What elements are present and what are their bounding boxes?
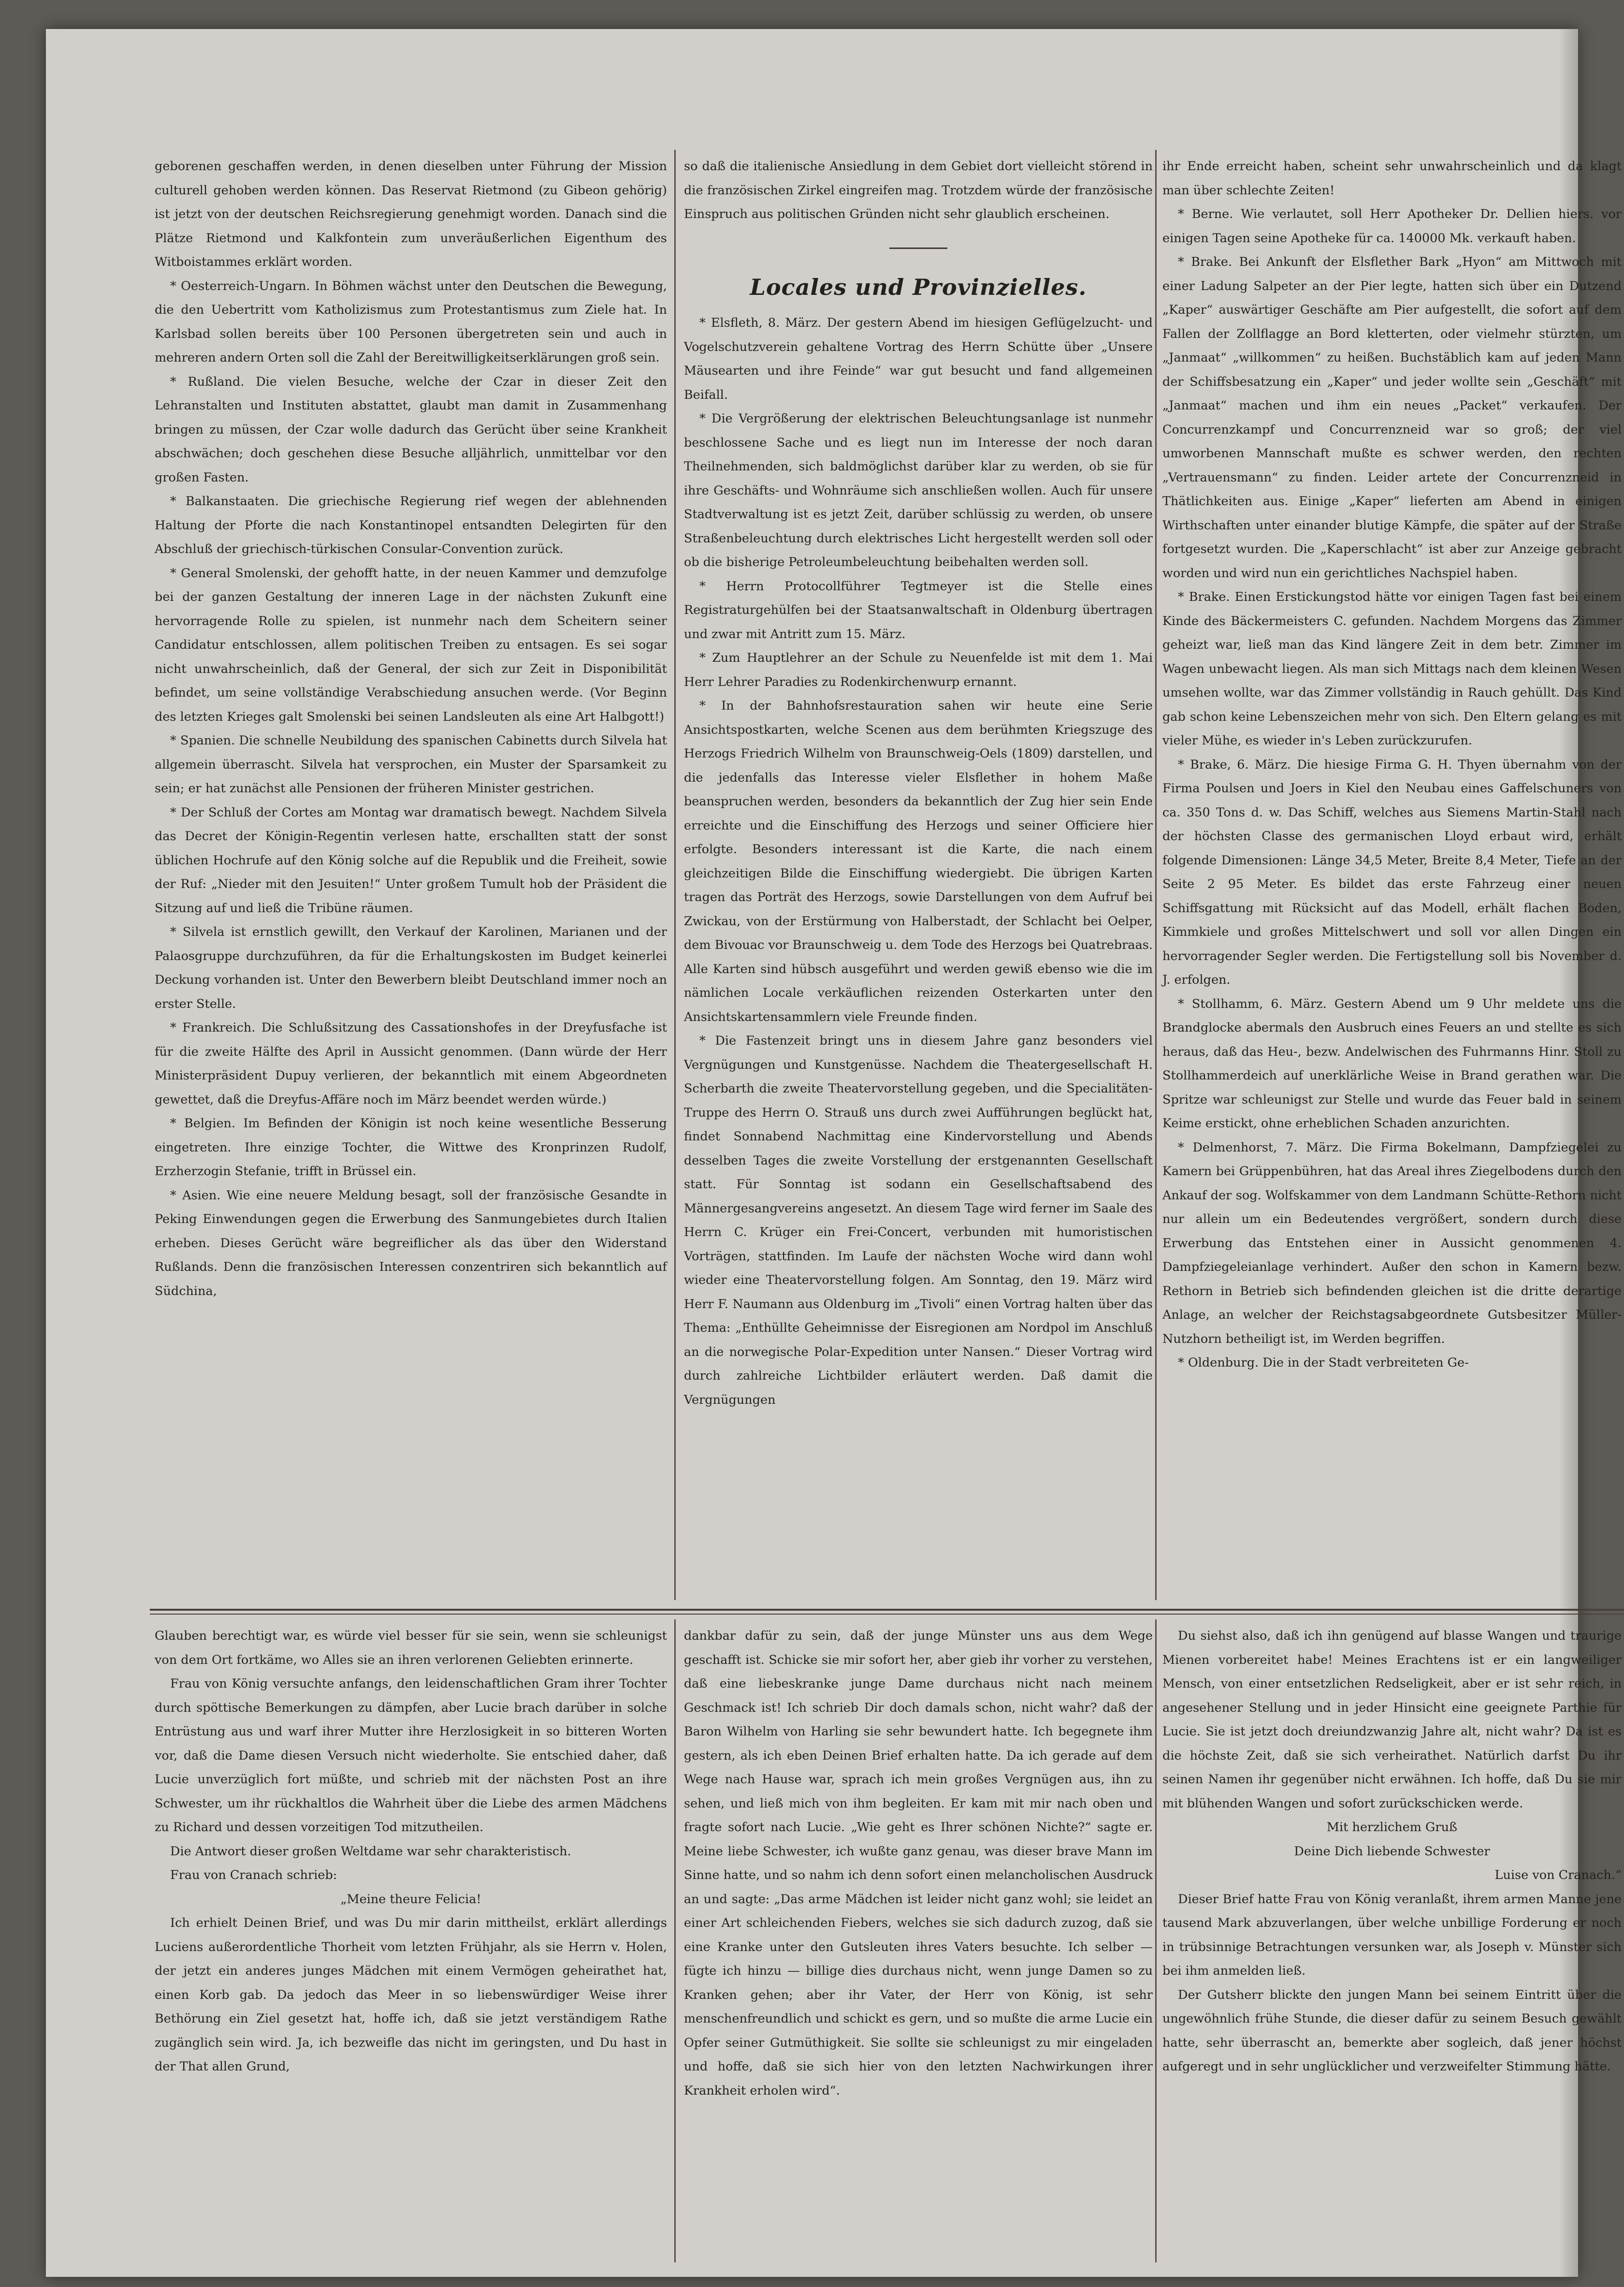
local-item-berne: * Berne. Wie verlautet, soll Herr Apotheker Dr. Dellien hiers. vor einigen Tagen seine Apotheke für ca. 140000 Mk. verkauft haben.	[1162, 207, 1622, 246]
news-item-balkan: * Balkanstaaten. Die griechische Regierung rief wegen der ablehnenden Haltung der Pforte die nach Konstantinopel entsandten Delegirten für den Abschluß der griechisch-türkischen Consular-Convention zurück.	[155, 494, 667, 556]
news-item-cortes: * Der Schluß der Cortes am Montag war dramatisch bewegt. Nachdem Silvela das Decret der Königin-Regentin verlesen hatte, erschallten statt der sonst üblichen Hochrufe auf den König solche auf die Republik und die Freiheit, sowie der Ruf: „Nieder mit den Jesuiten!“ Unter großem Tumult hob der Präsident die Sitzung auf und ließ die Tribüne räumen.	[155, 805, 667, 916]
novel-paragraph: Dieser Brief hatte Frau von König veranlaßt, ihrem armen Manne jene tausend Mark abzuverlangen, über welche unbillige Forderung er noch in trübsinnige Betrachtungen versunken war, als Joseph v. Münster sich bei ihm anmelden ließ.	[1162, 1892, 1622, 1978]
local-item-delmenhorst: * Delmenhorst, 7. März. Die Firma Bokelmann, Dampfziegelei zu Kamern bei Grüppenbühren, hat das Areal ihres Ziegelbodens durch den Ankauf der sog. Wolfskammer von dem Landmann Schütte-Rethorn nicht nur allein um ein Bedeutendes vergrößert, sondern durch diese Erwerbung das Entstehen einer in Aussicht genommenen 4. Dampfziegeleianlage verhindert. Außer den schon in Kamern bezw. Rethorn in Betrieb sich befindenden gleichen ist die dritte derartige Anlage, an welcher der Reichstagsabgeordnete Gutsbesitzer Müller-Nutzhorn betheiligt ist, im Werden begriffen.	[1162, 1140, 1622, 1346]
news-column-1	[155, 155, 667, 1600]
feuilleton-column-1	[155, 1624, 667, 2262]
separator	[684, 233, 1153, 258]
news-paragraph: ihr Ende erreicht haben, scheint sehr unwahrscheinlich und da klagt man über schlechte Zeiten!	[1162, 159, 1622, 198]
local-item-teacher: * Zum Hauptlehrer an der Schule zu Neuenfelde ist mit dem 1. Mai Herr Lehrer Paradies zu Rodenkirchenwurp ernannt.	[684, 651, 1153, 689]
local-item-fasting: * Die Fastenzeit bringt uns in diesem Jahre ganz besonders viel Vergnügungen und Kunstgenüsse. Nachdem die Theatergesellschaft H. Scherbarth die zweite Theatervorstellung gegeben, und die Specialitäten-Truppe des Herrn O. Strauß uns durch zwei Aufführungen beglückt hat, findet Sonnabend Nachmittag eine Kindervorstellung und Abends desselben Tages die zweite Vorstellung der erstgenannten Gesellschaft statt. Für Sonntag ist sodann ein Gesellschaftsabend des Männergesangvereins angesetzt. An diesem Tage wird ferner im Saale des Herrn C. Krüger ein Frei-Concert, verbunden mit humoristischen Vorträgen, stattfinden. Im Laufe der nächsten Woche wird dann wohl wieder eine Theatervorstellung folgen. Am Sonntag, den 19. März wird Herr F. Naumann aus Oldenburg im „Tivoli“ einen Vortrag halten über das Thema: „Enthüllte Geheimnisse der Eisregionen am Nordpol im Anschluß an die norwegische Polar-Expedition unter Nansen.“ Dieser Vortrag wird durch zahlreiche Lichtbilder erläutert werden. Daß damit die Vergnügungen	[684, 1034, 1153, 1407]
novel-paragraph: Der Gutsherr blickte den jungen Mann bei seinem Eintritt über die ungewöhnlich frühe Stunde, die dieser dafür zu seinem Besuch gewählt hatte, sehr überrascht an, bemerkte aber sogleich, daß jener höchst aufgeregt und in sehr unglücklicher und verzweifelter Stimmung hätte.	[1162, 1987, 1622, 2074]
local-item-tegtmeyer: * Herrn Protocollführer Tegtmeyer ist die Stelle eines Registraturgehülfen bei der Staatsanwaltschaft in Oldenburg übertragen und zwar mit Antritt zum 15. März.	[684, 579, 1153, 641]
column-divider	[1155, 1619, 1157, 2262]
local-item-brake-child: * Brake. Einen Erstickungstod hätte vor einigen Tagen fast bei einem Kinde des Bäckermeisters C. gefunden. Nachdem Morgens das Zimmer geheizt war, ließ man das Kind längere Zeit in dem betr. Zimmer im Wagen unbewacht liegen. Als man sich Mittags nach dem kleinen Wesen umsehen wollte, war das Zimmer vollständig in Rauch gehüllt. Das Kind gab schon keine Lebenszeichen mehr von sich. Den Eltern gelang es mit vieler Mühe, es wieder in's Leben zurückzurufen.	[1162, 590, 1622, 748]
news-item-asia: * Asien. Wie eine neuere Meldung besagt, soll der französische Gesandte in Peking Einwendungen gegen die Erwerbung des Sanmungebietes durch Italien erheben. Dieses Gerücht wäre begreiflicher als das über den Widerstand Rußlands. Denn die französischen Interessen conzentriren sich bekanntlich auf Südchina,	[155, 1188, 667, 1298]
letter-closing: Mit herzlichem Gruß	[1326, 1820, 1458, 1835]
news-item-france: * Frankreich. Die Schlußsitzung des Cassationshofes in der Dreyfusfache ist für die zweite Hälfte des April in Aussicht genommen. (Dann würde der Herr Ministerpräsident Dupuy verlieren, der bekanntlich mit einem Abgeordneten gewettet, daß die Dreyfus-Affäre noch im März beendet werden würde.)	[155, 1020, 667, 1107]
letter-signature: Luise von Cranach.“	[1494, 1868, 1622, 1882]
section-title-local: Locales und Provinzielles.	[750, 274, 1087, 300]
news-paragraph: so daß die italienische Ansiedlung in dem Gebiet dort vielleicht störend in die französischen Zirkel eingreifen mag. Trotzdem würde der französische Einspruch aus politischen Gründen nicht sehr glaublich erscheinen.	[684, 159, 1153, 221]
novel-paragraph: Ich erhielt Deinen Brief, und was Du mir darin mittheilst, erklärt allerdings Luciens außerordentliche Thorheit vom letzten Frühjahr, als sie Herrn v. Holen, der jetzt ein anderes junges Mädchen mit einem Vermögen geheirathet hat, einen Korb gab. Da jedoch das Meer in so liebenswürdiger Weise ihrer Bethörung ein Ziel gesetzt hat, hoffe ich, daß sie jetzt verständigem Rathe zugänglich sein wird. Ja, ich bezweifle das nicht im geringsten, und Du hast in der That allen Grund,	[155, 1916, 667, 2074]
news-item-spain: * Spanien. Die schnelle Neubildung des spanischen Cabinetts durch Silvela hat allgemein überrascht. Silvela hat versprochen, ein Muster der Sparsamkeit zu sein; er hat zunächst alle Pensionen der früheren Minister gestrichen.	[155, 733, 667, 796]
column-divider	[674, 1619, 676, 2262]
news-column-2	[684, 155, 1153, 1600]
news-item-austria: * Oesterreich-Ungarn. In Böhmen wächst unter den Deutschen die Bewegung, die den Uebertritt vom Katholizismus zum Protestantismus zum Ziele hat. In Karlsbad sollen bereits über 100 Personen übergetreten sein und auch in mehreren andern Orten soll die Zahl der Bereitwilligkeitserklärungen groß sein.	[155, 278, 667, 365]
news-column-3	[1162, 155, 1622, 1600]
local-item-oldenburg: * Oldenburg. Die in der Stadt verbreiteten Ge-	[1178, 1355, 1469, 1370]
column-divider	[674, 150, 676, 1600]
novel-paragraph: Du siehst also, daß ich ihn genügend auf blasse Wangen und traurige Mienen vorbereitet habe! Meines Erachtens ist er ein langweiliger Mensch, von einer entsetzlichen Redseligkeit, aber er ist sehr reich, in angesehener Stellung und in jeder Hinsicht eine geeignete Parthie für Lucie. Sie ist jetzt doch dreiundzwanzig Jahre alt, nicht wahr? Da ist es die höchste Zeit, daß sie sich verheirathet. Natürlich darfst Du ihr seinen Namen ihr gegenüber nicht erwähnen. Ich hoffe, daß Du sie mir mit blühenden Wangen und sofort zurückschicken werde.	[1162, 1629, 1622, 1811]
novel-paragraph: Die Antwort dieser großen Weltdame war sehr charakteristisch.	[170, 1844, 571, 1859]
newspaper-page	[46, 29, 1622, 2277]
novel-paragraph: Glauben berechtigt war, es würde viel besser für sie sein, wenn sie schleunigst von dem Ort fortkäme, wo Alles sie an ihren verlorenen Geliebten erinnerte.	[155, 1629, 667, 1667]
feuilleton-column-3	[1162, 1624, 1622, 2262]
novel-paragraph: dankbar dafür zu sein, daß der junge Münster uns aus dem Wege geschafft ist. Schicke sie mir sofort her, aber gieb ihr vorher zu verstehen, daß eine liebeskranke junge Dame durchaus nicht nach meinem Geschmack ist! Ich schrieb Dir doch damals schon, nicht wahr? daß der Baron Wilhelm von Harling sie sehr bewundert hatte. Ich begegnete ihm gestern, als ich eben Deinen Brief erhalten hatte. Da ich gerade auf dem Wege nach Hause war, sprach ich mein großes Vergnügen aus, ihn zu sehen, und ließ mich von ihm begleiten. Er kam mit mir nach oben und fragte sofort nach Lucie. „Wie geht es Ihrer schönen Nichte?“ sagte er. Meine liebe Schwester, ich wußte ganz genau, was dieser brave Mann im Sinne hatte, und so nahm ich denn sofort einen melancholischen Ausdruck an und sagte: „Das arme Mädchen ist leider nicht ganz wohl; sie leidet an einer Art schleichenden Fiebers, welches sie sich dadurch zuzog, daß sie eine Kranke unter den Gutsleuten ihres Vaters besuchte. Ich selber — fügte ich hinzu — billige dies durchaus nicht, wenn junge Damen so zu Kranken gehen; aber ihr Vater, der Herr von König, ist sehr menschenfreundlich und schickt es gern, und so mußte die arme Lucie ein Opfer seiner Gutmüthigkeit. Sie sollte sie schleunigst zu mir eingeladen und hoffe, daß sie sich hier von den letzten Nachwirkungen ihrer Krankheit erholen wird“.	[684, 1629, 1153, 2098]
letter-salutation: „Meine theure Felicia!	[340, 1892, 481, 1907]
local-item-stollhamm: * Stollhamm, 6. März. Gestern Abend um 9 Uhr meldete uns die Brandglocke abermals den Ausbruch eines Feuers an und stellte es sich heraus, daß das Heu-, bezw. Andelwischen des Fuhrmanns Hinr. Stoll zu Stollhammerdeich auf unerklärliche Weise in Brand gerathen war. Die Spritze war schleunigst zur Stelle und wurde das Feuer bald in seinem Keime erstickt, ohne erheblichen Schaden anzurichten.	[1162, 996, 1622, 1131]
news-item-belgium: * Belgien. Im Befinden der Königin ist noch keine wesentliche Besserung eingetreten. Ihre einzige Tochter, die Wittwe des Kronprinzen Rudolf, Erzherzogin Stefanie, trifft in Brüssel ein.	[155, 1116, 667, 1179]
news-item-smolenski: * General Smolenski, der gehofft hatte, in der neuen Kammer und demzufolge bei der ganzen Gestaltung der inneren Lage in der nächsten Zukunft eine hervorragende Rolle zu spielen, ist nunmehr nach dem Scheitern seiner Candidatur entschlossen, allem politischen Treiben zu entsagen. Es sei sogar nicht unwahrscheinlich, daß der General, der sich zur Zeit in Disponibilität befindet, um seine vollständige Verabschiedung ansuchen werde. (Vor Beginn des letzten Krieges galt Smolenski bei seinen Landsleuten als eine Art Halbgott!)	[155, 566, 667, 724]
news-item-russia: * Rußland. Die vielen Besuche, welche der Czar in dieser Zeit den Lehranstalten und Instituten abstattet, glaubt man damit in Zusammenhang bringen zu müssen, der Czar wolle dadurch das Gerücht über seine Krankheit abschwächen; doch geschehen diese Besuche alljährlich, unmittelbar vor den großen Fasten.	[155, 374, 667, 485]
news-item-silvela: * Silvela ist ernstlich gewillt, den Verkauf der Karolinen, Marianen und der Palaosgruppe durchzuführen, da für die Erhaltungskosten im Budget keinerlei Deckung vorhanden ist. Unter den Bewerbern bleibt Deutschland immer noch an erster Stelle.	[155, 925, 667, 1011]
novel-paragraph: Frau von Cranach schrieb:	[170, 1868, 337, 1882]
feuilleton-column-2	[684, 1624, 1153, 2262]
feuilleton-divider	[150, 1614, 1624, 1615]
local-item-brake-ship: * Brake, 6. März. Die hiesige Firma G. H. Thyen übernahm von der Firma Poulsen und Joers in Kiel den Neubau eines Gaffelschuners von ca. 350 Tons d. w. Das Schiff, welches aus Siemens Martin-Stahl nach der höchsten Classe des germanischen Lloyd erbaut wird, erhält folgende Dimensionen: Länge 34,5 Meter, Breite 8,4 Meter, Tiefe an der Seite 2 95 Meter. Es bildet das erste Fahrzeug einer neuen Schiffsgattung mit Rücksicht auf das Modell, erhält flachen Boden, Kimmkiele und großes Mittelschwert und soll vor allen Dingen ein hervorragender Segler werden. Die Fertigstellung soll bis November d. J. erfolgen.	[1162, 757, 1622, 987]
news-paragraph: geborenen geschaffen werden, in denen dieselben unter Führung der Mission culturell gehoben werden können. Das Reservat Rietmond (zu Gibeon gehörig) ist jetzt von der deutschen Reichsregierung genehmigt worden. Danach sind die Plätze Rietmond und Kalkfontein zum unveräußerlichen Eigenthum des Witboistammes erklärt worden.	[155, 159, 667, 269]
local-item-postcards: * In der Bahnhofsrestauration sahen wir heute eine Serie Ansichtspostkarten, welche Scenen aus dem berühmten Kriegszuge des Herzogs Friedrich Wilhelm von Braunschweig-Oels (1809) darstellen, und die jedenfalls das Interesse vieler Elsflether in hohem Maße beanspruchen werden, besonders da bekanntlich der Zug hier sein Ende erreichte und die Einschiffung des Herzogs und seiner Officiere hier erfolgte. Besonders interessant ist die Karte, die nach einem gleichzeitigen Bilde die Einschiffung wiedergiebt. Die übrigen Karten tragen das Porträt des Herzogs, sowie Darstellungen von dem Aufruf bei Zwickau, von der Erstürmung von Halberstadt, der Schlacht bei Oelper, dem Bivouac vor Braunschweig u. dem Tode des Herzogs bei Quatrebraas. Alle Karten sind hübsch ausgeführt und werden gewiß ebenso wie die im nämlichen Locale verkäuflichen reizenden Osterkarten unter den Ansichtskartensammlern viele Freunde finden.	[684, 699, 1153, 1024]
local-item-elsfleth: * Elsfleth, 8. März. Der gestern Abend im hiesigen Geflügelzucht- und Vogelschutzverein gehaltene Vortrag des Herrn Schütte über „Unsere Mäusearten und ihre Feinde“ war gut besucht und fand allgemeinen Beifall.	[684, 316, 1153, 402]
local-item-lighting: * Die Vergrößerung der elektrischen Beleuchtungsanlage ist nunmehr beschlossene Sache und es liegt nun im Interesse der noch daran Theilnehmenden, sich baldmöglichst darüber klar zu werden, ob sie für ihre Geschäfts- und Wohnräume sich anschließen wollen. Auch für unsere Stadtverwaltung ist es jetzt Zeit, darüber schlüssig zu werden, ob unsere Straßenbeleuchtung durch elektrisches Licht hergestellt werden soll oder ob die bisherige Petroleumbeleuchtung beibehalten werden soll.	[684, 411, 1153, 569]
local-item-brake-kaper: * Brake. Bei Ankunft der Elsflether Bark „Hyon“ am Mittwoch mit einer Ladung Salpeter an der Pier legte, hatten sich über ein Dutzend „Kaper“ auswärtiger Geschäfte am Pier aufgestellt, die sofort auf dem Fallen der Zollflagge an Bord kletterten, oder vielmehr stürzten, um „Janmaat“ „willkommen“ zu heißen. Buchstäblich kam auf jeden Mann der Schiffsbesatzung ein „Kaper“ und jeder wollte sein „Geschäft“ mit „Janmaat“ machen und ihm ein neues „Packet“ verkaufen. Der Concurrenzkampf und Concurrenzneid war so groß; der viel umworbenen Mannschaft mußte es schwer werden, den rechten „Vertrauensmann“ zu finden. Leider artete der Concurrenzneid in Thätlichkeiten aus. Einige „Kaper“ lieferten am Abend in einigen Wirthschaften unter einander blutige Kämpfe, die später auf der Straße fortgesetzt wurden. Die „Kaperschlacht“ ist aber zur Anzeige gebracht worden und wird nun ein gerichtliches Nachspiel haben.	[1162, 255, 1622, 581]
letter-closing: Deine Dich liebende Schwester	[1294, 1844, 1490, 1859]
column-divider	[1155, 150, 1157, 1600]
novel-paragraph: Frau von König versuchte anfangs, den leidenschaftlichen Gram ihrer Tochter durch spöttische Bemerkungen zu dämpfen, aber Lucie brach darüber in solche Entrüstung aus und warf ihrer Mutter ihre Herzlosigkeit in so bitteren Worten vor, daß die Dame diesen Versuch nicht wiederholte. Sie entschied daher, daß Lucie unverzüglich fort müßte, und schrieb mit der nächsten Post an ihre Schwester, um ihr rückhaltlos die Wahrheit über die Liebe des armen Mädchens zu Richard und dessen vorzeitigen Tod mitzutheilen.	[155, 1676, 667, 1835]
feuilleton-divider	[150, 1609, 1624, 1611]
